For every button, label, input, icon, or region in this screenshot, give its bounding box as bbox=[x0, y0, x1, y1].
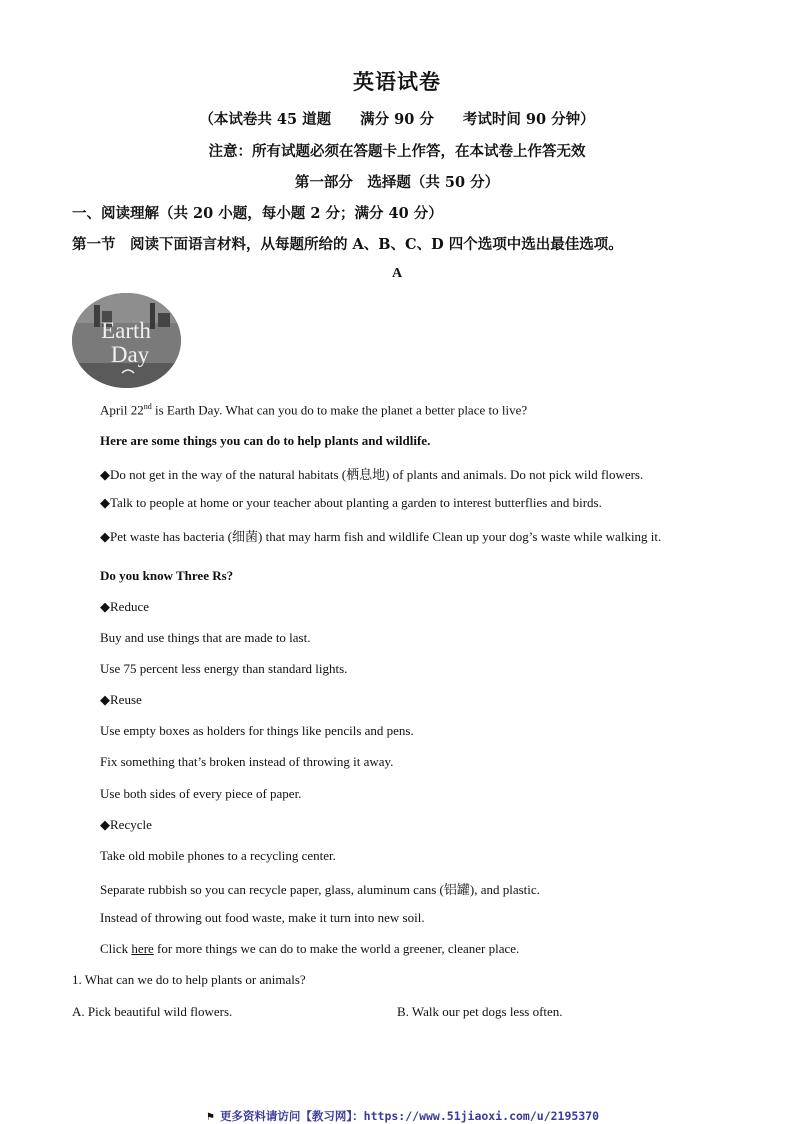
reuse-item-2: Fix something that’s broken instead of throwing it away. bbox=[100, 754, 394, 769]
flag-icon: ⚑ bbox=[207, 1109, 214, 1123]
earth-day-logo bbox=[72, 293, 181, 388]
recycle-label: ◆Recycle bbox=[100, 817, 152, 832]
exam-info: （本试卷共 45 道题 满分 90 分 考试时间 90 分钟） bbox=[199, 111, 595, 128]
intro-date: April 22 bbox=[100, 402, 144, 418]
recycle-item-1: Take old mobile phones to a recycling center. bbox=[100, 848, 336, 863]
bullet-habitats: ◆Do not get in the way of the natural habitats (栖息地) of plants and animals. Do not pick wild flowers. bbox=[100, 467, 644, 482]
reuse-item-3: Use both sides of every piece of paper. bbox=[100, 786, 302, 801]
question-1-option-a: A. Pick beautiful wild flowers. bbox=[72, 1004, 233, 1019]
section-instruction: 第一节 阅读下面语言材料，从每题所给的 A、B、C、D 四个选项中选出最佳选项。 bbox=[72, 236, 623, 253]
click-prefix: Click bbox=[100, 941, 132, 956]
recycle-item-2: Separate rubbish so you can recycle paper, glass, aluminum cans (铝罐), and plastic. bbox=[100, 882, 540, 897]
here-link[interactable]: here bbox=[131, 941, 154, 956]
bullet-pet-waste: ◆Pet waste has bacteria (细菌) that may harm fish and wildlife Clean up your dog’s waste while walking it. bbox=[100, 529, 662, 544]
reuse-label: ◆Reuse bbox=[100, 692, 142, 707]
logo-day-text: Day bbox=[110, 342, 150, 367]
recycle-item-3: Instead of throwing out food waste, make it turn into new soil. bbox=[100, 910, 425, 925]
intro-date-suffix: nd bbox=[143, 402, 152, 411]
part-heading: 第一部分 选择题（共 50 分） bbox=[294, 174, 500, 191]
click-suffix: for more things we can do to make the world a greener, cleaner place. bbox=[153, 941, 520, 956]
intro-text: is Earth Day. What can you do to make the planet a better place to live? bbox=[151, 402, 528, 418]
click-here-line bbox=[100, 941, 519, 957]
reuse-item-1: Use empty boxes as holders for things like pencils and pens. bbox=[100, 723, 414, 738]
exam-title: 英语试卷 bbox=[353, 69, 441, 94]
footer bbox=[207, 1108, 599, 1124]
passage-heading-wildlife: Here are some things you can do to help plants and wildlife. bbox=[100, 433, 431, 448]
passage-label: A bbox=[391, 266, 403, 281]
question-1-stem: 1. What can we do to help plants or animals? bbox=[72, 972, 306, 987]
footer-text[interactable]: 更多资料请访问【教习网】：https://www.51jiaoxi.com/u/2195370 bbox=[219, 1109, 600, 1123]
logo-earth-text: Earth bbox=[101, 318, 151, 343]
bullet-garden: ◆Talk to people at home or your teacher about planting a garden to interest butterflies and birds. bbox=[100, 495, 602, 510]
reduce-item-2: Use 75 percent less energy than standard lights. bbox=[100, 661, 348, 676]
reduce-item-1: Buy and use things that are made to last. bbox=[100, 630, 311, 645]
section-heading: 一、阅读理解（共 20 小题，每小题 2 分；满分 40 分） bbox=[72, 205, 443, 222]
reduce-label: ◆Reduce bbox=[100, 599, 149, 614]
exam-notice: 注意：所有试题必须在答题卡上作答，在本试卷上作答无效 bbox=[208, 143, 586, 160]
passage-heading-three-rs: Do you know Three Rs? bbox=[100, 568, 234, 583]
question-1-option-b: B. Walk our pet dogs less often. bbox=[397, 1004, 563, 1019]
passage-intro bbox=[100, 402, 527, 418]
